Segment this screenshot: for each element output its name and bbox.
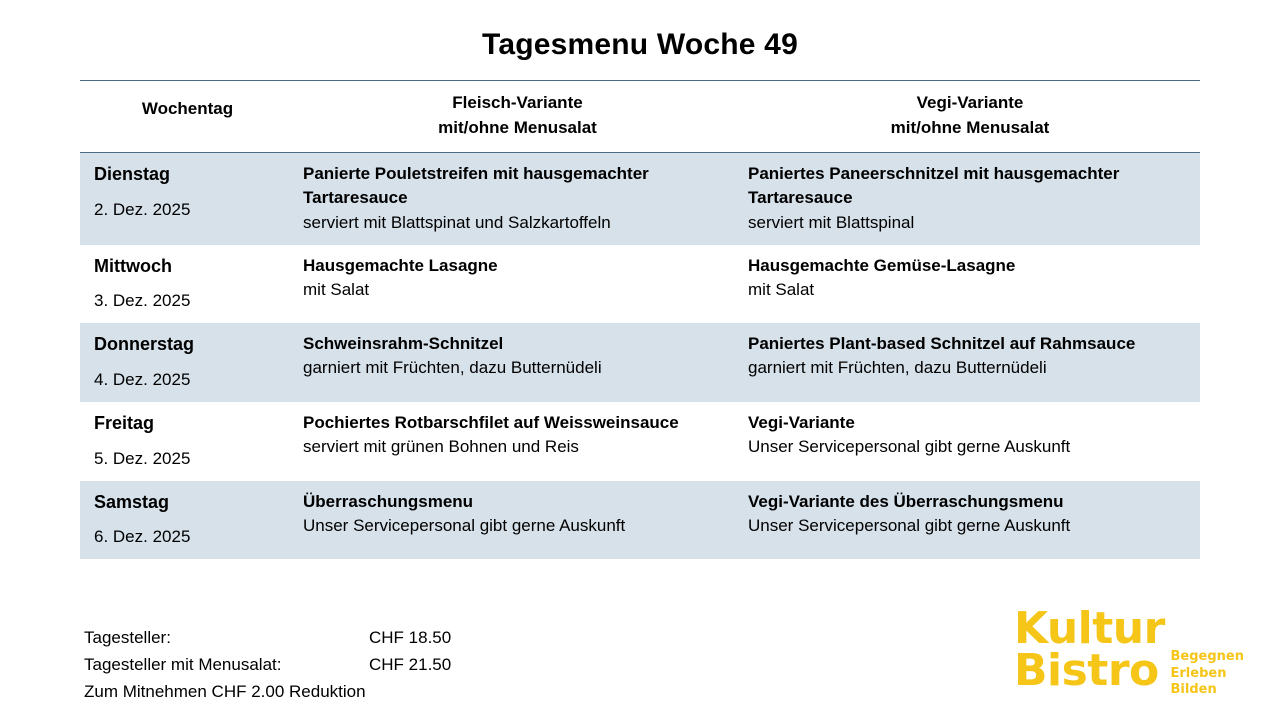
menu-table [80,81,1200,559]
row-meat-cell [295,402,740,481]
column-header-meat-line2: mit/ohne Menusalat [438,117,597,137]
row-meat-cell [295,245,740,324]
row-vegi-cell [740,153,1200,245]
day-date: 3. Dez. 2025 [94,291,191,311]
menu-table-container [80,80,1200,559]
table-header-row [80,81,1200,153]
day-name: Dienstag [94,164,171,185]
day-date: 2. Dez. 2025 [94,199,191,219]
row-day-cell [80,153,295,245]
dish-sub: Unser Servicepersonal gibt gerne Auskunft [748,515,1071,535]
table-row [80,402,1200,481]
logo-line-bistro: Bistro [1014,644,1159,696]
day-date: 5. Dez. 2025 [94,448,191,468]
table-row [80,245,1200,324]
row-vegi-cell [740,245,1200,324]
day-name: Samstag [94,491,170,512]
takeaway-note: Zum Mitnehmen CHF 2.00 Reduktion [84,682,366,702]
dish-sub: garniert mit Früchten, dazu Butternüdeli [748,358,1047,378]
dish-sub: mit Salat [748,279,815,299]
row-vegi-cell [740,402,1200,481]
dish-sub: serviert mit Blattspinal [748,212,915,232]
dish-title: Vegi-Variante des Überraschungsmenu [748,491,1064,511]
page-title: Tagesmenu Woche 49 [482,28,798,61]
price-label: Tagesteller: [84,628,171,648]
column-header-weekday: Wochentag [80,81,295,153]
row-day-cell [80,481,295,560]
column-header-meat [295,81,740,153]
dish-sub: mit Salat [303,279,370,299]
dish-sub: Unser Servicepersonal gibt gerne Auskunft [748,437,1071,457]
table-row [80,153,1200,245]
logo-line-kultur: Kultur [1014,603,1165,654]
row-meat-cell [295,323,740,402]
table-row [80,323,1200,402]
price-value: CHF 21.50 [369,655,452,675]
column-header-vegi [740,81,1200,153]
logo-tagline-line1: Begegnen [1170,649,1244,665]
dish-title: Paniertes Paneerschnitzel mit hausgemachter Tartaresauce [748,164,1120,208]
price-label: Tagesteller mit Menusalat: [84,655,282,675]
row-meat-cell [295,481,740,560]
dish-sub: serviert mit Blattspinat und Salzkartoffeln [303,212,611,232]
column-header-meat-line1: Fleisch-Variante [452,93,583,112]
dish-title: Paniertes Plant-based Schnitzel auf Rahmsauce [748,334,1136,354]
dish-title: Schweinsrahm-Schnitzel [303,334,504,354]
price-row-tagesteller [84,625,451,652]
row-vegi-cell [740,323,1200,402]
dish-title: Panierte Pouletstreifen mit hausgemachter Tartaresauce [303,164,649,208]
dish-sub: Unser Servicepersonal gibt gerne Auskunft [303,515,626,535]
row-day-cell [80,323,295,402]
dish-sub: serviert mit grünen Bohnen und Reis [303,437,579,457]
row-meat-cell [295,153,740,245]
logo-tagline-line3: Bilden [1170,681,1217,697]
day-name: Donnerstag [94,334,195,355]
kultur-bistro-logo [1014,603,1244,704]
price-value: CHF 18.50 [369,628,452,648]
day-name: Mittwoch [94,255,172,276]
logo-tagline [1171,649,1244,698]
dish-title: Vegi-Variante [748,413,855,432]
day-date: 6. Dez. 2025 [94,527,191,547]
day-date: 4. Dez. 2025 [94,369,191,389]
price-footer [84,625,451,706]
logo-tagline-line2: Erleben [1170,665,1227,681]
row-vegi-cell [740,481,1200,560]
table-header [80,81,1200,153]
price-row-tagesteller-salat [84,652,451,679]
column-header-vegi-line2: mit/ohne Menusalat [890,117,1050,137]
dish-sub: garniert mit Früchten, dazu Butternüdeli [303,358,602,378]
dish-title: Pochiertes Rotbarschfilet auf Weissweinsauce [303,413,679,432]
dish-title: Überraschungsmenu [303,491,474,511]
dish-title: Hausgemachte Lasagne [303,255,498,275]
day-name: Freitag [94,413,155,433]
table-row [80,481,1200,560]
row-day-cell [80,245,295,324]
dish-title: Hausgemachte Gemüse-Lasagne [748,255,1016,275]
row-day-cell [80,402,295,481]
table-body [80,153,1200,560]
column-header-vegi-line1: Vegi-Variante [916,93,1024,112]
